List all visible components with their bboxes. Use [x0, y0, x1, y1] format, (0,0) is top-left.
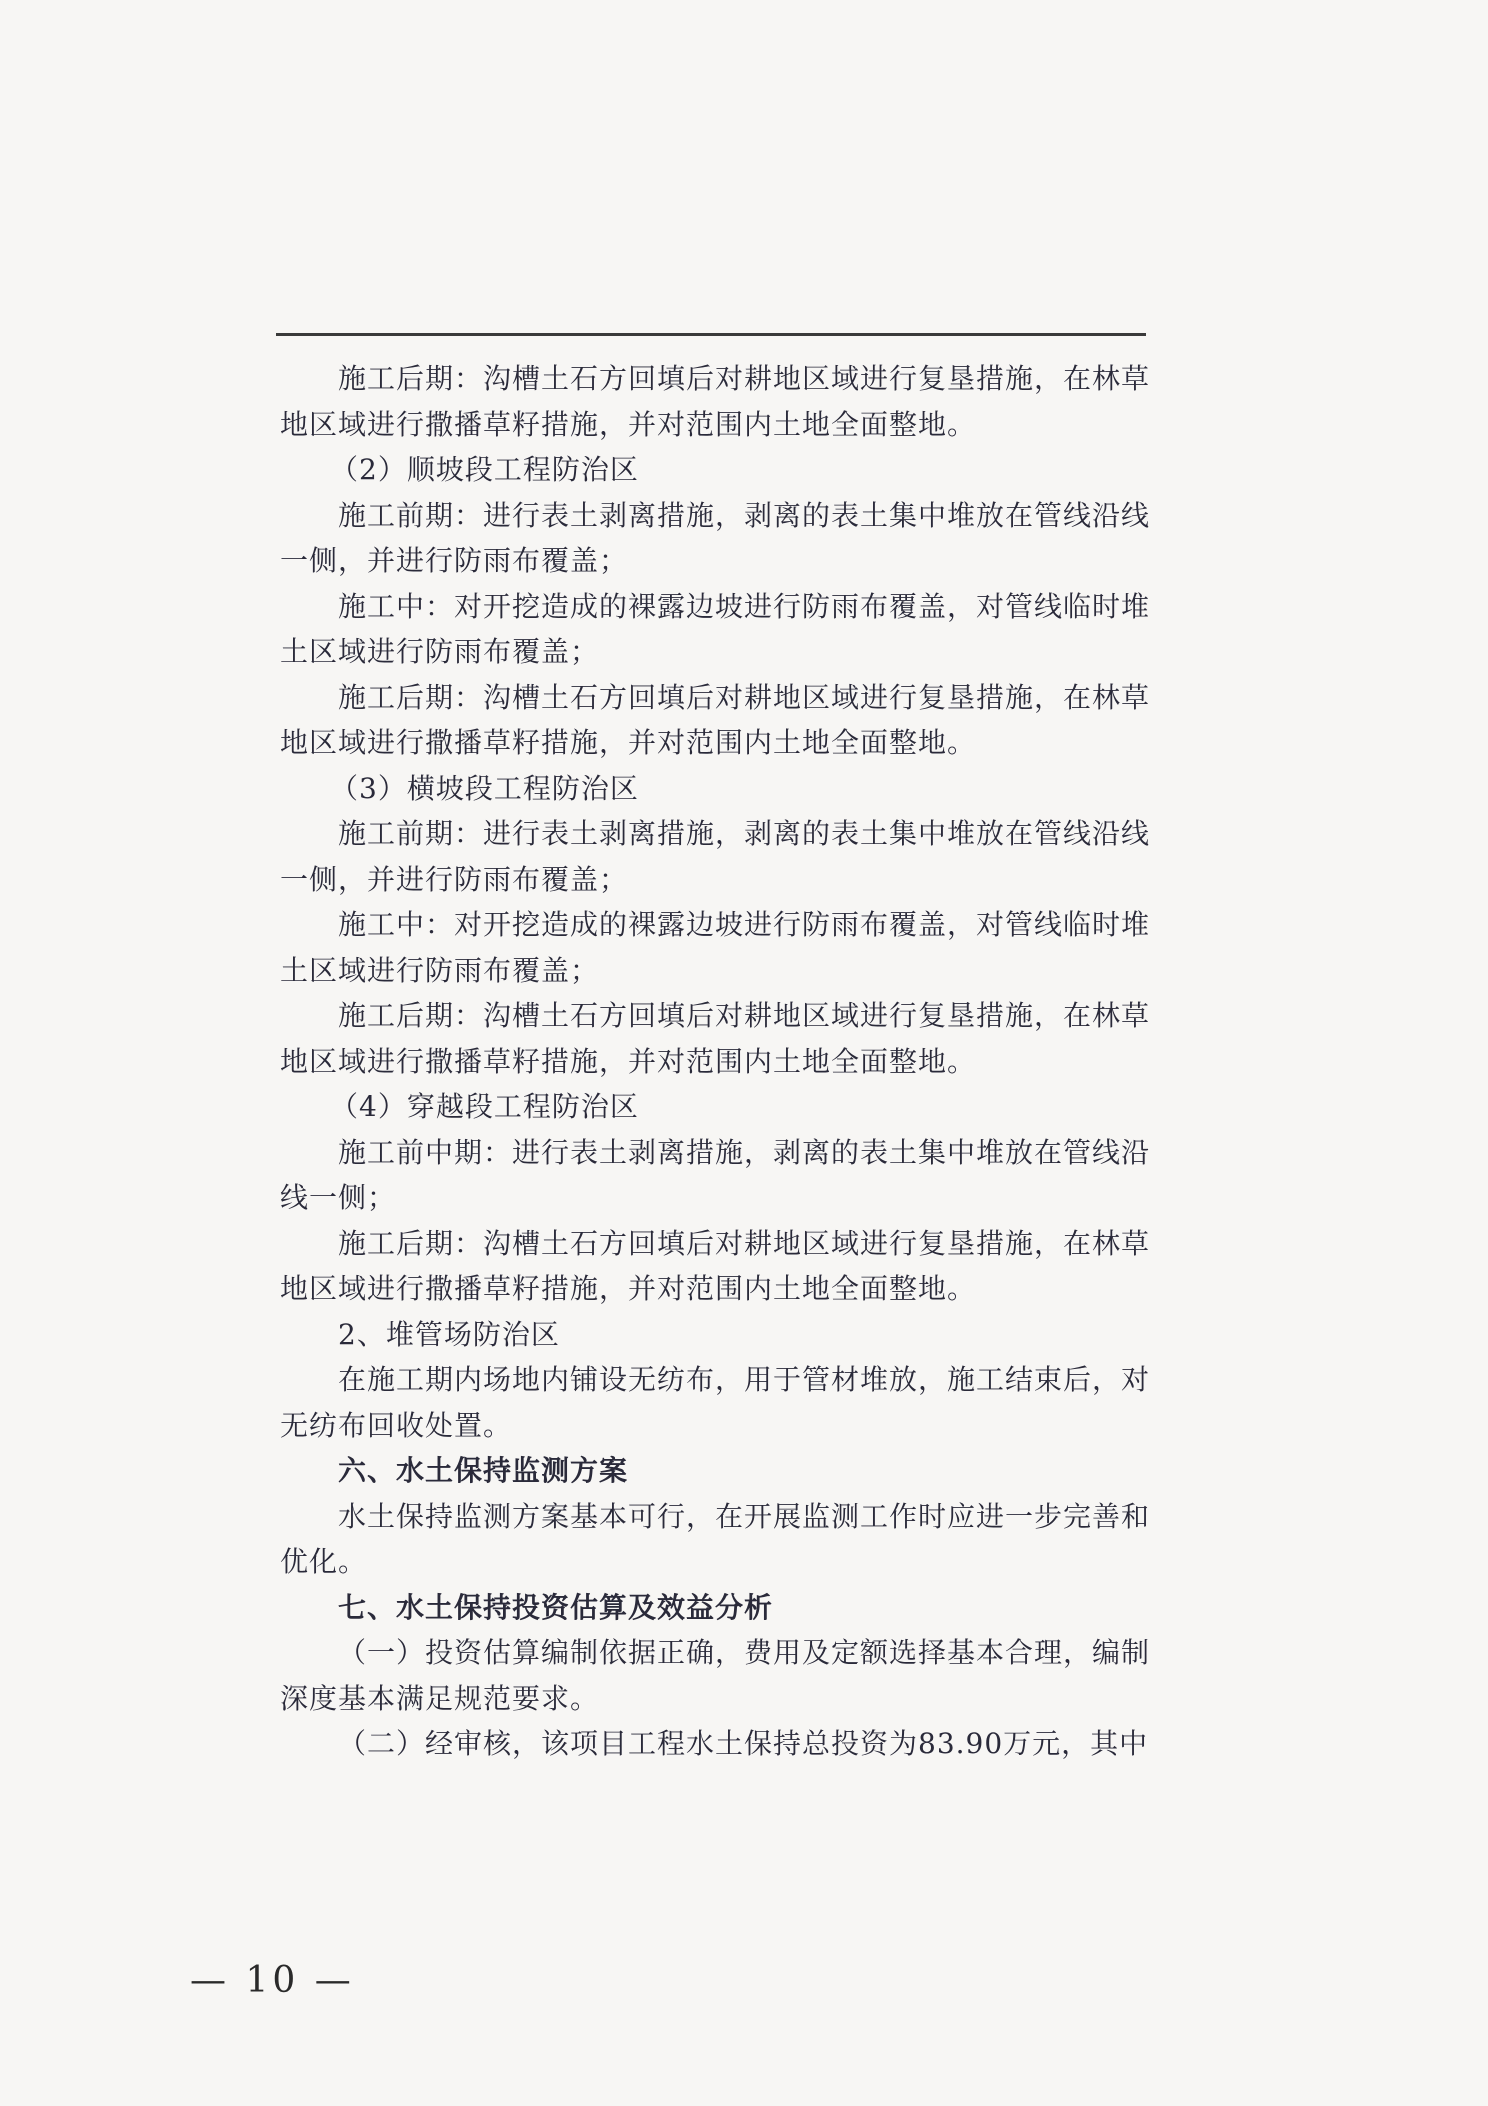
text-line: 一侧，并进行防雨布覆盖； — [280, 544, 629, 577]
text-line: 施工前中期：进行表土剥离措施，剥离的表土集中堆放在管线沿 — [338, 1135, 1151, 1169]
document-body — [280, 356, 1151, 1767]
text-line: 施工后期：沟槽土石方回填后对耕地区域进行复垦措施，在林草 — [338, 680, 1151, 714]
text-line: 地区域进行撒播草籽措施，并对范围内土地全面整地。 — [280, 1044, 977, 1078]
text-line: （二）经审核，该项目工程水土保持总投资为83.90万元，其中 — [338, 1727, 1149, 1760]
text-line: 施工中：对开挖造成的裸露边坡进行防雨布覆盖，对管线临时堆 — [338, 908, 1151, 941]
text-line: 在施工期内场地内铺设无纺布，用于管材堆放，施工结束后，对 — [338, 1363, 1151, 1396]
text-line: 土区域进行防雨布覆盖； — [280, 953, 600, 987]
text-line: 深度基本满足规范要求。 — [280, 1681, 600, 1715]
text-line: 施工前期：进行表土剥离措施，剥离的表土集中堆放在管线沿线 — [338, 498, 1151, 532]
text-line: 线一侧； — [280, 1181, 397, 1214]
text-line: 优化。 — [280, 1545, 368, 1578]
text-line: 地区域进行撒播草籽措施，并对范围内土地全面整地。 — [280, 407, 977, 441]
section-heading: （3）横坡段工程防治区 — [330, 771, 639, 805]
text-line: 无纺布回收处置。 — [280, 1408, 513, 1442]
text-line: 施工中：对开挖造成的裸露边坡进行防雨布覆盖，对管线临时堆 — [338, 589, 1151, 623]
section-heading: （4）穿越段工程防治区 — [330, 1090, 639, 1123]
text-line: （一）投资估算编制依据正确，费用及定额选择基本合理，编制 — [338, 1636, 1151, 1669]
text-line: 地区域进行撒播草籽措施，并对范围内土地全面整地。 — [280, 726, 977, 759]
header-rule — [276, 333, 1146, 336]
section-heading: 2、堆管场防治区 — [338, 1317, 560, 1351]
text-line: 施工后期：沟槽土石方回填后对耕地区域进行复垦措施，在林草 — [338, 1226, 1151, 1260]
chapter-heading: 六、水土保持监测方案 — [338, 1454, 629, 1487]
page-number: — 10 — — [190, 1960, 355, 2001]
text-line: 地区域进行撒播草籽措施，并对范围内土地全面整地。 — [280, 1272, 977, 1305]
chapter-heading: 七、水土保持投资估算及效益分析 — [338, 1590, 774, 1624]
text-line: 土区域进行防雨布覆盖； — [280, 635, 600, 668]
text-line: 施工后期：沟槽土石方回填后对耕地区域进行复垦措施，在林草 — [338, 362, 1151, 395]
text-line: 施工前期：进行表土剥离措施，剥离的表土集中堆放在管线沿线 — [338, 817, 1151, 850]
text-line: 一侧，并进行防雨布覆盖； — [280, 862, 629, 896]
text-line: 水土保持监测方案基本可行，在开展监测工作时应进一步完善和 — [338, 1499, 1151, 1533]
text-line: 施工后期：沟槽土石方回填后对耕地区域进行复垦措施，在林草 — [338, 999, 1151, 1032]
section-heading: （2）顺坡段工程防治区 — [330, 453, 639, 486]
